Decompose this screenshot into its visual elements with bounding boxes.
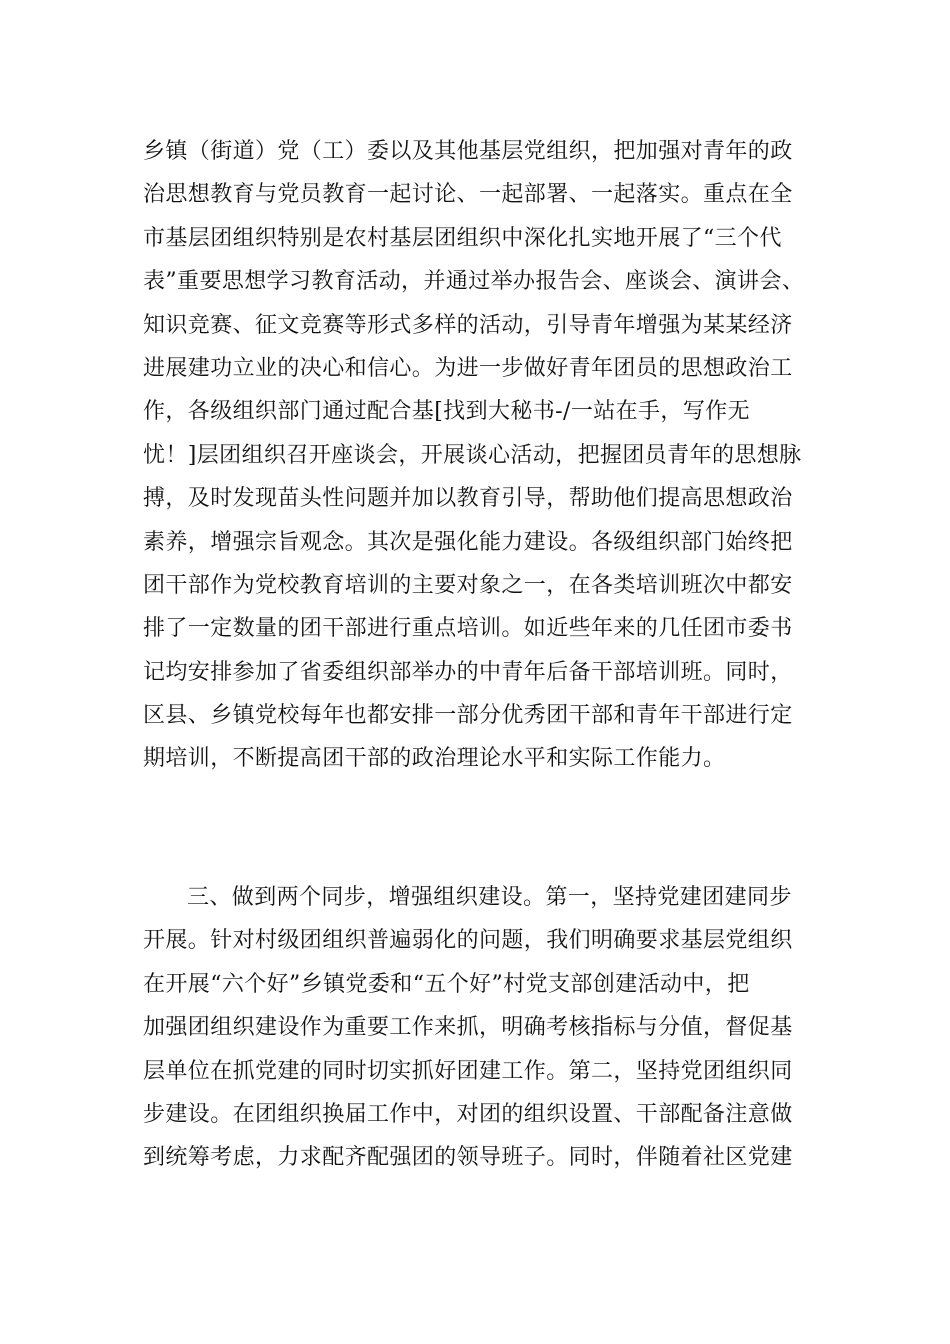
paragraph-line: 区县、乡镇党校每年也都安排一部分优秀团干部和青年干部进行定 — [143, 703, 793, 729]
paragraph-line: 表”重要思想学习教育活动，并通过举办报告会、座谈会、演讲会、 — [143, 269, 805, 295]
paragraph-line: 作，各级组织部门通过配合基[找到大秘书-/一站在手，写作无 — [143, 399, 751, 425]
paragraph-2 — [143, 876, 833, 1180]
paragraph-line: 知识竞赛、征文竞赛等形式多样的活动，引导青年增强为某某经济 — [143, 312, 793, 338]
paragraph-line: 乡镇（街道）党（工）委以及其他基层党组织，把加强对青年的政 — [143, 139, 793, 164]
paragraph-line: 治思想教育与党员教育一起讨论、一起部署、一起落实。重点在全 — [143, 182, 793, 208]
paragraph-line: 团干部作为党校教育培训的主要对象之一，在各类培训班次中都安 — [143, 572, 793, 598]
paragraph-line: 步建设。在团组织换届工作中，对团的组织设置、干部配备注意做 — [143, 1101, 793, 1127]
paragraph-line: 加强团组织建设作为重要工作来抓，明确考核指标与分值，督促基 — [143, 1015, 793, 1041]
paragraph-line: 层单位在抓党建的同时切实抓好团建工作。第二，坚持党团组织同 — [143, 1058, 793, 1084]
paragraph-line: 进展建功立业的决心和信心。为进一步做好青年团员的思想政治工 — [143, 355, 793, 381]
paragraph-line: 排了一定数量的团干部进行重点培训。如近些年来的几任团市委书 — [143, 616, 793, 642]
paragraph-line: 素养，增强宗旨观念。其次是强化能力建设。各级组织部门始终把 — [143, 529, 793, 555]
paragraph-line: 搏，及时发现苗头性问题并加以教育引导，帮助他们提高思想政治 — [143, 486, 793, 512]
paragraph-line: 开展。针对村级团组织普遍弱化的问题，我们明确要求基层党组织 — [143, 928, 793, 954]
paragraph-line: 忧！]层团组织召开座谈会，开展谈心活动，把握团员青年的思想脉 — [143, 442, 802, 468]
paragraph-line: 三、做到两个同步，增强组织建设。第一，坚持党建团建同步 — [187, 885, 792, 910]
paragraph-line: 记均安排参加了省委组织部举办的中青年后备干部培训班。同时， — [143, 659, 793, 685]
paragraph-line: 市基层团组织特别是农村基层团组织中深化扎实地开展了“三个代 — [143, 225, 782, 251]
paragraph-line: 期培训，不断提高团干部的政治理论水平和实际工作能力。 — [143, 746, 726, 772]
paragraph-1 — [143, 130, 833, 781]
paragraph-line: 在开展“六个好”乡镇党委和“五个好”村党支部创建活动中，把 — [143, 971, 750, 997]
paragraph-line: 到统筹考虑，力求配齐配强团的领导班子。同时，伴随着社区党建 — [143, 1145, 793, 1171]
